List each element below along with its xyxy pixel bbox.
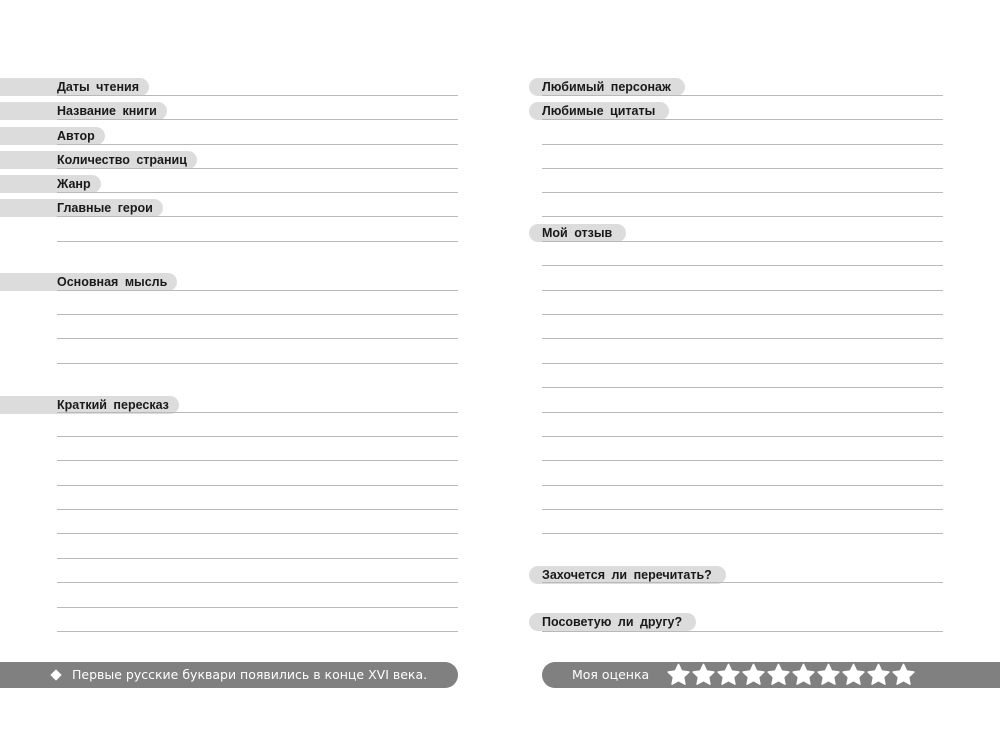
writing-line[interactable]	[57, 485, 458, 486]
writing-line[interactable]	[542, 144, 943, 145]
writing-line[interactable]	[57, 533, 458, 534]
fact-text: Первые русские буквари появились в конце XVI века.	[72, 667, 428, 682]
star-icon[interactable]	[866, 663, 891, 687]
book-title-label: Название книги	[0, 102, 167, 120]
writing-line[interactable]	[57, 314, 458, 315]
writing-line[interactable]	[57, 631, 458, 632]
writing-line[interactable]	[542, 314, 943, 315]
writing-line[interactable]	[57, 241, 458, 242]
writing-line[interactable]	[57, 607, 458, 608]
writing-line[interactable]	[542, 265, 943, 266]
writing-line[interactable]	[542, 412, 943, 413]
writing-line[interactable]	[542, 460, 943, 461]
star-icon[interactable]	[766, 663, 791, 687]
writing-line[interactable]	[542, 192, 943, 193]
recommend-label: Посоветую ли другу?	[529, 613, 696, 631]
favorite-character-label: Любимый персонаж	[529, 78, 685, 96]
star-icon[interactable]	[816, 663, 841, 687]
writing-line[interactable]	[542, 338, 943, 339]
author-label: Автор	[0, 127, 105, 145]
writing-line[interactable]	[57, 460, 458, 461]
writing-line[interactable]	[542, 436, 943, 437]
writing-line[interactable]	[57, 119, 458, 120]
writing-line[interactable]	[57, 436, 458, 437]
writing-line[interactable]	[542, 119, 943, 120]
reading-dates-label: Даты чтения	[0, 78, 149, 96]
writing-line[interactable]	[57, 192, 458, 193]
writing-line[interactable]	[57, 363, 458, 364]
star-icon[interactable]	[666, 663, 691, 687]
summary-label: Краткий пересказ	[0, 396, 179, 414]
star-icon[interactable]	[716, 663, 741, 687]
writing-line[interactable]	[542, 216, 943, 217]
star-icon[interactable]	[691, 663, 716, 687]
writing-line[interactable]	[542, 95, 943, 96]
star-icon[interactable]	[791, 663, 816, 687]
writing-line[interactable]	[57, 290, 458, 291]
writing-line[interactable]	[57, 558, 458, 559]
writing-line[interactable]	[57, 144, 458, 145]
writing-line[interactable]	[542, 168, 943, 169]
writing-line[interactable]	[542, 290, 943, 291]
star-icon[interactable]	[841, 663, 866, 687]
writing-line[interactable]	[57, 509, 458, 510]
writing-line[interactable]	[542, 387, 943, 388]
reread-label: Захочется ли перечитать?	[529, 566, 726, 584]
writing-line[interactable]	[542, 533, 943, 534]
writing-line[interactable]	[57, 338, 458, 339]
rating-stars	[666, 663, 916, 696]
my-review-label: Мой отзыв	[529, 224, 626, 242]
star-icon[interactable]	[891, 663, 916, 687]
writing-line[interactable]	[57, 412, 458, 413]
writing-line[interactable]	[542, 485, 943, 486]
genre-label: Жанр	[0, 175, 101, 193]
rating-label: Моя оценка	[572, 667, 650, 682]
main-characters-label: Главные герои	[0, 199, 163, 217]
rating-bar	[542, 662, 1000, 688]
writing-line[interactable]	[542, 363, 943, 364]
writing-line[interactable]	[542, 509, 943, 510]
writing-line[interactable]	[542, 582, 943, 583]
writing-line[interactable]	[57, 168, 458, 169]
main-idea-label: Основная мысль	[0, 273, 177, 291]
page-count-label: Количество страниц	[0, 151, 197, 169]
fact-bar	[0, 662, 458, 688]
favorite-quotes-label: Любимые цитаты	[529, 102, 669, 120]
writing-line[interactable]	[542, 241, 943, 242]
writing-line[interactable]	[57, 582, 458, 583]
star-icon[interactable]	[741, 663, 766, 687]
writing-line[interactable]	[542, 631, 943, 632]
writing-line[interactable]	[57, 216, 458, 217]
writing-line[interactable]	[57, 95, 458, 96]
diamond-bullet-icon	[50, 669, 61, 680]
